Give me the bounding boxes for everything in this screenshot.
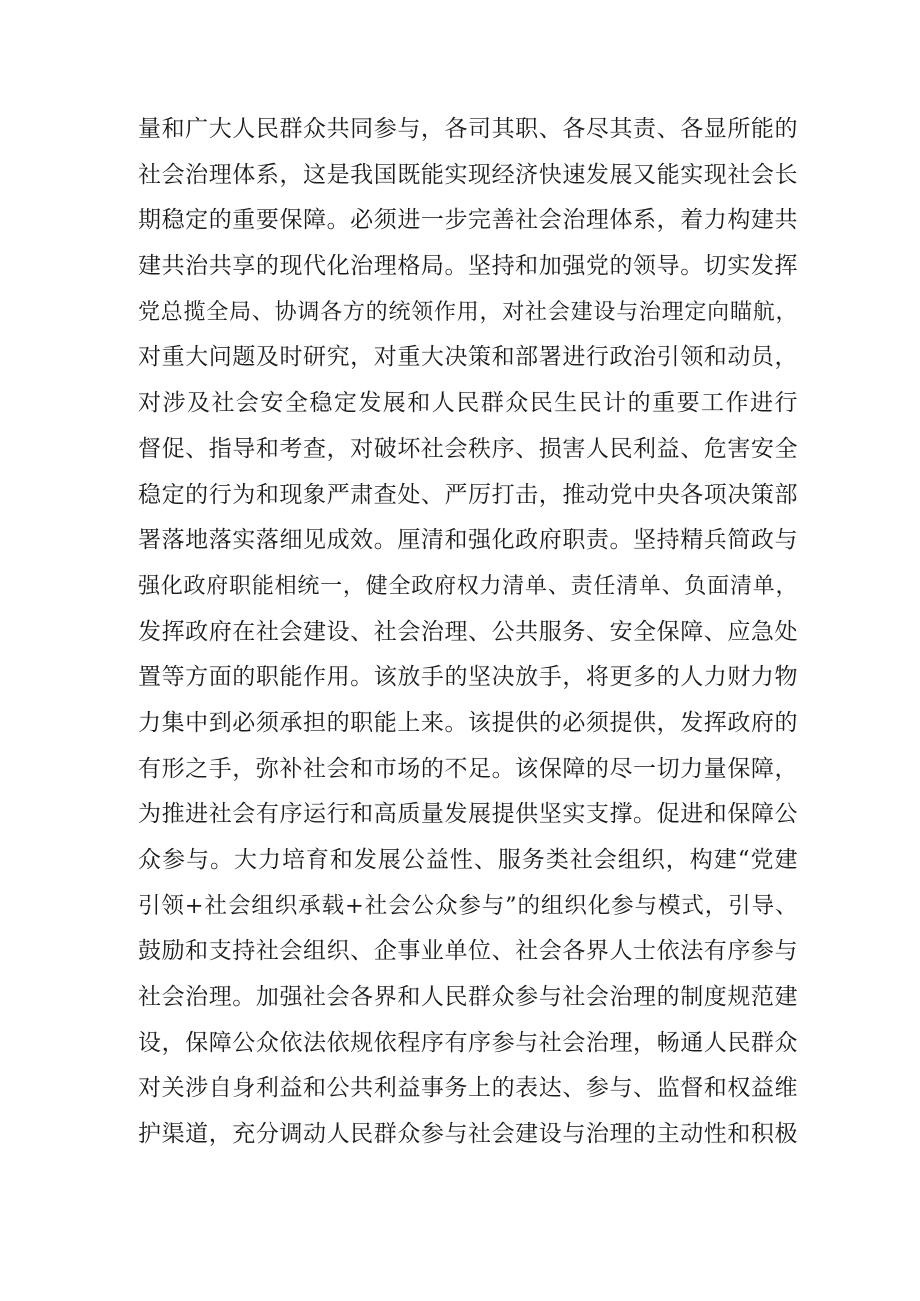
text-line-8: 督促、指导和考查，对破坏社会秩序、损害人民利益、危害安全 (138, 435, 798, 462)
text-line-17: 众参与。大力培育和发展公益性、服务类社会组织，构建“党建 (138, 847, 798, 873)
text-line-21: 设，保障公众依法依规依程序有序参与社会治理，畅通人民群众 (138, 1029, 798, 1056)
text-line-19: 鼓励和支持社会组织、企事业单位、社会各界人士依法有序参与 (138, 938, 798, 965)
text-line-20: 社会治理。加强社会各界和人民群众参与社会治理的制度规范建 (138, 984, 798, 1011)
text-line-14: 力集中到必须承担的职能上来。该提供的必须提供，发挥政府的 (138, 709, 798, 736)
text-line-4: 建共治共享的现代化治理格局。坚持和加强党的领导。切实发挥 (138, 253, 798, 280)
text-line-13: 置等方面的职能作用。该放手的坚决放手，将更多的人力财力物 (138, 664, 798, 691)
text-line-2: 社会治理体系，这是我国既能实现经济快速发展又能实现社会长 (138, 161, 798, 188)
text-line-7: 对涉及社会安全稳定发展和人民群众民生民计的重要工作进行 (138, 390, 798, 417)
body-text (138, 107, 798, 1158)
text-line-6: 对重大问题及时研究，对重大决策和部署进行政治引领和动员， (138, 344, 798, 371)
text-line-11: 强化政府职能相统一，健全政府权力清单、责任清单、负面清单， (138, 573, 798, 599)
text-line-5: 党总揽全局、协调各方的统领作用，对社会建设与治理定向瞄航， (138, 299, 798, 325)
text-line-16: 为推进社会有序运行和高质量发展提供坚实支撑。促进和保障公 (138, 801, 798, 828)
text-line-15: 有形之手，弥补社会和市场的不足。该保障的尽一切力量保障， (138, 755, 798, 782)
text-line-1: 量和广大人民群众共同参与，各司其职、各尽其责、各显所能的 (138, 116, 798, 142)
text-line-23: 护渠道，充分调动人民群众参与社会建设与治理的主动性和积极 (138, 1121, 798, 1148)
text-line-12: 发挥政府在社会建设、社会治理、公共服务、安全保障、应急处 (138, 618, 798, 645)
text-line-22: 对关涉自身利益和公共利益事务上的表达、参与、监督和权益维 (138, 1075, 798, 1102)
text-line-10: 署落地落实落细见成效。厘清和强化政府职责。坚持精兵简政与 (138, 527, 798, 554)
text-line-18: 引领+社会组织承载+社会公众参与”的组织化参与模式，引导、 (138, 892, 798, 919)
text-line-9: 稳定的行为和现象严肃查处、严厉打击，推动党中央各项决策部 (138, 481, 798, 508)
text-line-3: 期稳定的重要保障。必须进一步完善社会治理体系，着力构建共 (138, 207, 798, 234)
